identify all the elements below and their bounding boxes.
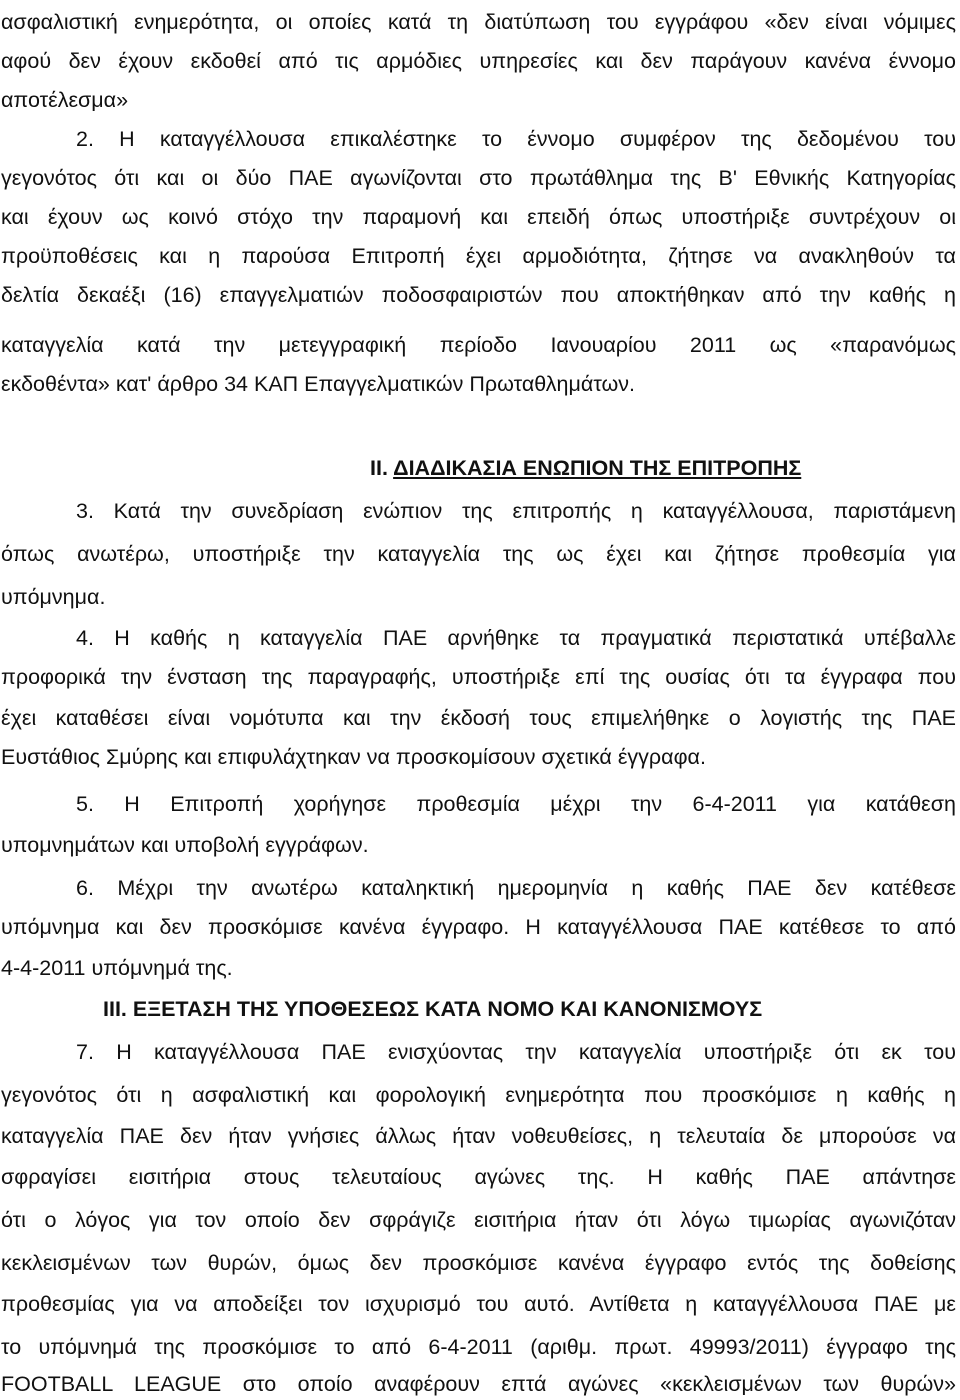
text-line: προϋποθέσεις και η παρούσα Επιτροπή έχει αρμοδιότητα, ζήτησε να ανακληθούν τα bbox=[1, 244, 956, 268]
text-line: υπόμνημα και δεν προσκόμισε κανένα έγγραφο. Η καταγγέλλουσα ΠΑΕ κατέθεσε το από bbox=[1, 915, 956, 939]
text-line: προθεσμίας για να αποδείξει τον ισχυρισμό του αυτό. Αντίθετα η καταγγέλλουσα ΠΑΕ με bbox=[1, 1292, 956, 1316]
text-line: το υπόμνημά της προσκόμισε το από 6-4-2011 (αριθμ. πρωτ. 49993/2011) έγγραφο της bbox=[1, 1335, 956, 1359]
text-line: όπως ανωτέρω, υποστήριξε την καταγγελία της ως έχει και ζήτησε προθεσμία για bbox=[1, 542, 956, 566]
text-line: αφού δεν έχουν εκδοθεί από τις αρμόδιες υπηρεσίες και δεν παράγουν κανένα έννομο bbox=[1, 49, 956, 73]
section-title: ΔΙΑΔΙΚΑΣΙΑ ΕΝΩΠΙΟΝ ΤΗΣ ΕΠΙΤΡΟΠΗΣ bbox=[393, 456, 802, 480]
text-line: αποτέλεσμα» bbox=[1, 88, 129, 112]
text-line: δελτία δεκαέξι (16) επαγγελματιών ποδοσφαιριστών που αποκτήθηκαν από την καθής η bbox=[1, 283, 956, 307]
section-numeral: ΙΙ. bbox=[370, 456, 388, 480]
text-line: καταγγελία ΠΑΕ δεν ήταν γνήσιες άλλως ήταν νοθευθείσες, η τελευταία δε μπορούσε να bbox=[1, 1124, 956, 1148]
text-line: Ευστάθιος Σμύρης και επιφυλάχτηκαν να προσκομίσουν σχετικά έγγραφα. bbox=[1, 745, 706, 769]
text-line: 4-4-2011 υπόμνημά της. bbox=[1, 956, 233, 980]
text-line: εκδοθέντα» κατ' άρθρο 34 ΚΑΠ Επαγγελματικών Πρωταθλημάτων. bbox=[1, 372, 636, 396]
text-line: γεγονότος ότι η ασφαλιστική και φορολογική ενημερότητα που προσκόμισε η καθής η bbox=[1, 1083, 956, 1107]
text-line: και έχουν ως κοινό στόχο την παραμονή και επειδή όπως υποστήριξε συντρέχουν οι bbox=[1, 205, 956, 229]
section-heading-iii bbox=[103, 994, 948, 1024]
paragraph-6-start: 6. Μέχρι την ανωτέρω καταληκτική ημερομηνία η καθής ΠΑΕ δεν κατέθεσε bbox=[76, 876, 956, 900]
text-line: υπομνημάτων και υποβολή εγγράφων. bbox=[1, 833, 369, 857]
paragraph-3-start: 3. Κατά την συνεδρίαση ενώπιον της επιτροπής η καταγγέλλουσα, παριστάμενη bbox=[76, 499, 956, 523]
text-line: υπόμνημα. bbox=[1, 585, 106, 609]
section-title: ΕΞΕΤΑΣΗ ΤΗΣ ΥΠΟΘΕΣΕΩΣ ΚΑΤΑ ΝΟΜΟ ΚΑΙ ΚΑΝΟΝΙΣΜΟΥΣ bbox=[132, 997, 763, 1021]
text-line: FOOTBALL LEAGUE στο οποίο αναφέρουν επτά αγώνες «κεκλεισμένων των θυρών» bbox=[1, 1372, 956, 1396]
paragraph-4-start: 4. Η καθής η καταγγελία ΠΑΕ αρνήθηκε τα πραγματικά περιστατικά υπέβαλλε bbox=[76, 626, 956, 650]
text-line: κεκλεισμένων των θυρών, όμως δεν προσκόμισε κανένα έγγραφο εντός της δοθείσης bbox=[1, 1251, 956, 1275]
text-line: προφορικά την ένσταση της παραγραφής, υποστήριξε επί της ουσίας ότι τα έγγραφα που bbox=[1, 665, 956, 689]
paragraph-5-start: 5. Η Επιτροπή χορήγησε προθεσμία μέχρι την 6-4-2011 για κατάθεση bbox=[76, 792, 956, 816]
section-heading-ii bbox=[370, 453, 930, 483]
text-line: έχει καταθέσει είναι νομότυπα και την έκδοσή τους επιμελήθηκε ο λογιστής της ΠΑΕ bbox=[1, 706, 956, 730]
text-line: γεγονότος ότι και οι δύο ΠΑΕ αγωνίζονται στο πρωτάθλημα της Β' Εθνικής Κατηγορίας bbox=[1, 166, 956, 190]
text-line: ότι ο λόγος για τον οποίο δεν σφράγιζε εισιτήρια ήταν ότι λόγω τιμωρίας αγωνιζόταν bbox=[1, 1208, 956, 1232]
paragraph-7-start: 7. Η καταγγέλλουσα ΠΑΕ ενισχύοντας την καταγγελία υποστήριξε ότι εκ του bbox=[76, 1040, 956, 1064]
section-numeral: ΙΙΙ. bbox=[103, 997, 127, 1021]
text-line: ασφαλιστική ενημερότητα, οι οποίες κατά τη διατύπωση του εγγράφου «δεν είναι νόμιμες bbox=[1, 10, 956, 34]
text-line: σφραγίσει εισιτήρια στους τελευταίους αγώνες της. Η καθής ΠΑΕ απάντησε bbox=[1, 1165, 956, 1189]
text-line: καταγγελία κατά την μετεγγραφική περίοδο Ιανουαρίου 2011 ως «παρανόμως bbox=[1, 333, 956, 357]
paragraph-2-start: 2. Η καταγγέλλουσα επικαλέστηκε το έννομο συμφέρον της δεδομένου του bbox=[76, 127, 956, 151]
